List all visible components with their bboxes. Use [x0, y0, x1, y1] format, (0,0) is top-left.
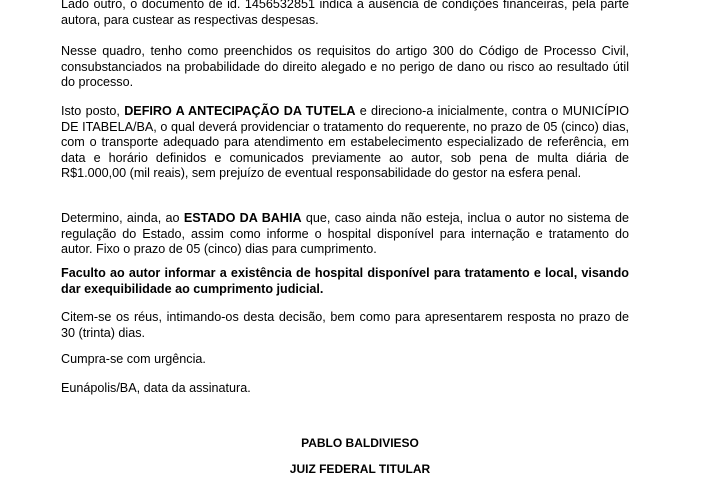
paragraph-text: e direciono-a inicialmente, contra o MUNICÍPIO DE ITABELA/BA, o qual deverá providenciar o tratamento do requerente, no prazo de 05 (cinco) dias, com o transporte adequado para atendimento em estabelecimento especializado de referência, em data e horário definidos e comunicados previamente ao autor, sob pena de multa diária de R$1.000,00 (mil reais), sem prejuízo de eventual responsabilidade do gestor na esfera penal. — [61, 104, 630, 180]
paragraph-text: Cumpra-se com urgência. — [61, 352, 206, 366]
paragraph-text: Determino, ainda, ao — [61, 211, 184, 225]
paragraph-text: Isto posto, — [61, 104, 125, 118]
paragraph-text: Nesse quadro, tenho como preenchidos os requisitos do artigo 300 do Código de Processo Civil, consubstanciados na probabilidade do direito alegado e no perigo de dano ou risco ao resultado útil do processo. — [61, 44, 629, 89]
paragraph-text: Eunápolis/BA, data da assinatura. — [61, 381, 251, 395]
paragraph-state-order — [61, 211, 629, 258]
paragraph-requirements — [61, 44, 629, 91]
paragraph-grant-injunction — [61, 104, 629, 182]
signature-name: PABLO BALDIVIESO — [301, 436, 419, 450]
paragraph-location-date — [61, 381, 629, 397]
paragraph-text: Citem-se os réus, intimando-os desta decisão, bem como para apresentarem resposta no prazo de 30 (trinta) dias. — [61, 310, 629, 340]
signature-title: JUIZ FEDERAL TITULAR — [289, 462, 431, 476]
bold-text: DEFIRO A ANTECIPAÇÃO DA TUTELA — [124, 104, 356, 118]
paragraph-text: que, caso ainda não esteja, inclua o autor no sistema de regulação do Estado, assim como informe o hospital disponível para internação e tratamento do autor. Fixo o prazo de 05 (cinco) dias para cumprimento. — [61, 211, 629, 256]
paragraph-text: Faculto ao autor informar a existência de hospital disponível para tratamento e local, visando dar exequibilidade ao cumprimento judicial. — [61, 266, 629, 296]
bold-text: ESTADO DA BAHIA — [183, 211, 302, 225]
paragraph-citation — [61, 310, 629, 341]
paragraph-text: Lado outro, o documento de id. 1456532851 indica a ausência de condições financeiras, pela parte autora, para custear as respectivas despesas. — [61, 0, 629, 27]
paragraph-urgency — [61, 352, 629, 368]
paragraph-hospital-info — [61, 266, 629, 297]
paragraph-financial-condition — [61, 0, 629, 28]
